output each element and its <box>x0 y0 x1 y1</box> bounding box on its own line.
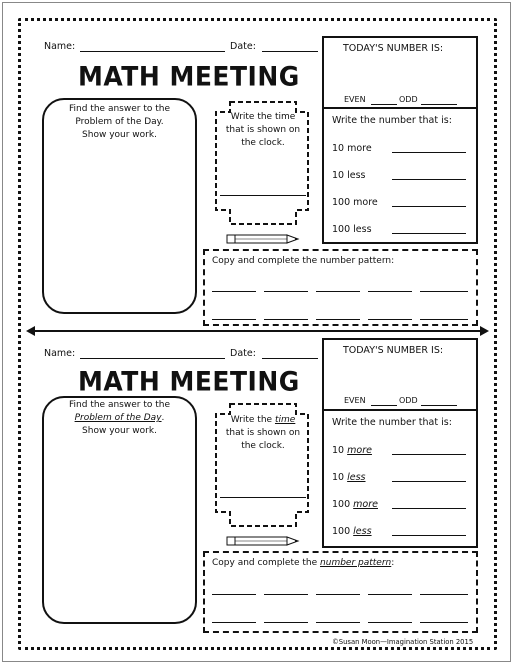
todays-number-box[interactable] <box>322 338 478 411</box>
problem-text-line-2: Problem of the Day. <box>74 413 165 423</box>
clock-text-line-3: the clock. <box>241 441 285 451</box>
row-100-more-field[interactable] <box>392 508 466 509</box>
row-10-more-label: 10 more <box>332 143 372 154</box>
problem-instructions <box>44 103 195 142</box>
row-word: less <box>347 472 366 483</box>
name-label: Name: <box>44 348 76 359</box>
number-pattern-box <box>203 249 478 326</box>
row-10-less-field[interactable] <box>392 481 466 482</box>
pattern-blank[interactable] <box>316 622 360 623</box>
odd-field[interactable] <box>421 104 457 105</box>
pattern-blank[interactable] <box>212 319 256 320</box>
clock-text-line-2: that is shown on <box>225 125 301 135</box>
pattern-blank[interactable] <box>264 291 308 292</box>
row-100-less-field[interactable] <box>392 233 466 234</box>
odd-label: ODD <box>399 95 418 104</box>
todays-number-label: TODAY'S NUMBER IS: <box>343 43 444 54</box>
write-number-label: Write the number that is: <box>332 115 452 126</box>
row-10-less-label: 10 less <box>332 170 366 181</box>
pattern-blank[interactable] <box>420 594 468 595</box>
row-word: more <box>347 445 372 456</box>
date-field[interactable] <box>262 51 318 52</box>
todays-number-box[interactable] <box>322 36 478 109</box>
pencil-icon <box>226 233 304 245</box>
pattern-blank[interactable] <box>368 291 412 292</box>
clock-text-line-1 <box>212 414 314 427</box>
problem-text-line-3: Show your work. <box>82 426 157 436</box>
name-field[interactable] <box>80 358 225 359</box>
pattern-blank[interactable] <box>264 622 308 623</box>
pattern-blank[interactable] <box>316 291 360 292</box>
problem-of-day-box[interactable] <box>42 396 197 624</box>
even-label: EVEN <box>344 95 366 104</box>
clock-text-a: Write the <box>230 415 273 425</box>
todays-number-label: TODAY'S NUMBER IS: <box>343 345 444 356</box>
row-10-more-field[interactable] <box>392 152 466 153</box>
row-100-less-label <box>332 526 372 537</box>
row-100-more-label: 100 more <box>332 197 378 208</box>
problem-text-line-1: Find the answer to the <box>69 104 170 114</box>
clock-answer-field[interactable] <box>220 195 306 196</box>
cut-line-divider <box>26 324 489 338</box>
row-number: 10 <box>332 445 345 456</box>
number-pattern-box <box>203 551 478 633</box>
number-pattern-label: Copy and complete the number pattern: <box>212 558 395 568</box>
clock-time-emph: time <box>274 415 296 425</box>
pattern-blank[interactable] <box>264 319 308 320</box>
row-number: 100 <box>332 499 351 510</box>
date-label: Date: <box>230 348 256 359</box>
copyright-footer: ©Susan Moon—Imagination Station 2015 <box>332 638 474 646</box>
pencil-icon <box>226 535 304 547</box>
even-label: EVEN <box>344 396 366 405</box>
number-pattern-emph: number pattern <box>320 558 392 568</box>
pattern-blank[interactable] <box>420 291 468 292</box>
clock-text-line-2: that is shown on <box>225 428 301 438</box>
pattern-label-text: Copy and complete the <box>212 558 318 568</box>
odd-field[interactable] <box>421 405 457 406</box>
row-100-more-field[interactable] <box>392 206 466 207</box>
clock-instructions <box>212 111 314 150</box>
row-number: 10 <box>332 472 345 483</box>
clock-text-line-3: the clock. <box>241 138 285 148</box>
problem-text-line-3: Show your work. <box>82 130 157 140</box>
pattern-blank[interactable] <box>212 594 256 595</box>
write-number-label: Write the number that is: <box>332 417 452 428</box>
row-number: 100 <box>332 526 351 537</box>
clock-text-line-1: Write the time <box>230 112 296 122</box>
pattern-blank[interactable] <box>212 622 256 623</box>
problem-text-line-2: Problem of the Day. <box>75 117 164 127</box>
row-word: more <box>353 499 378 510</box>
name-label: Name: <box>44 41 76 52</box>
row-10-more-label <box>332 445 372 456</box>
problem-of-day-box[interactable] <box>42 98 197 314</box>
pattern-blank[interactable] <box>316 594 360 595</box>
write-number-box <box>322 409 478 548</box>
row-10-less-label <box>332 472 366 483</box>
even-field[interactable] <box>371 405 397 406</box>
odd-label: ODD <box>399 396 418 405</box>
row-100-less-label: 100 less <box>332 224 372 235</box>
problem-instructions <box>44 399 195 438</box>
row-100-more-label <box>332 499 378 510</box>
date-label: Date: <box>230 41 256 52</box>
clock-instructions <box>212 414 314 453</box>
row-word: less <box>353 526 372 537</box>
pattern-blank[interactable] <box>420 622 468 623</box>
pattern-blank[interactable] <box>420 319 468 320</box>
pattern-blank[interactable] <box>368 622 412 623</box>
problem-of-day-emph: Problem of the Day <box>74 413 162 423</box>
pattern-blank[interactable] <box>368 319 412 320</box>
number-pattern-label: Copy and complete the number pattern: <box>212 256 395 266</box>
pattern-blank[interactable] <box>212 291 256 292</box>
page-title: MATH MEETING <box>78 61 300 92</box>
row-10-less-field[interactable] <box>392 179 466 180</box>
even-field[interactable] <box>371 104 397 105</box>
write-number-box <box>322 107 478 244</box>
name-field[interactable] <box>80 51 225 52</box>
problem-text-line-1: Find the answer to the <box>69 400 170 410</box>
pattern-blank[interactable] <box>264 594 308 595</box>
clock-answer-field[interactable] <box>220 497 306 498</box>
pattern-blank[interactable] <box>316 319 360 320</box>
pattern-blank[interactable] <box>368 594 412 595</box>
row-10-more-field[interactable] <box>392 454 466 455</box>
page-title: MATH MEETING <box>78 366 300 397</box>
date-field[interactable] <box>262 358 318 359</box>
row-100-less-field[interactable] <box>392 535 466 536</box>
